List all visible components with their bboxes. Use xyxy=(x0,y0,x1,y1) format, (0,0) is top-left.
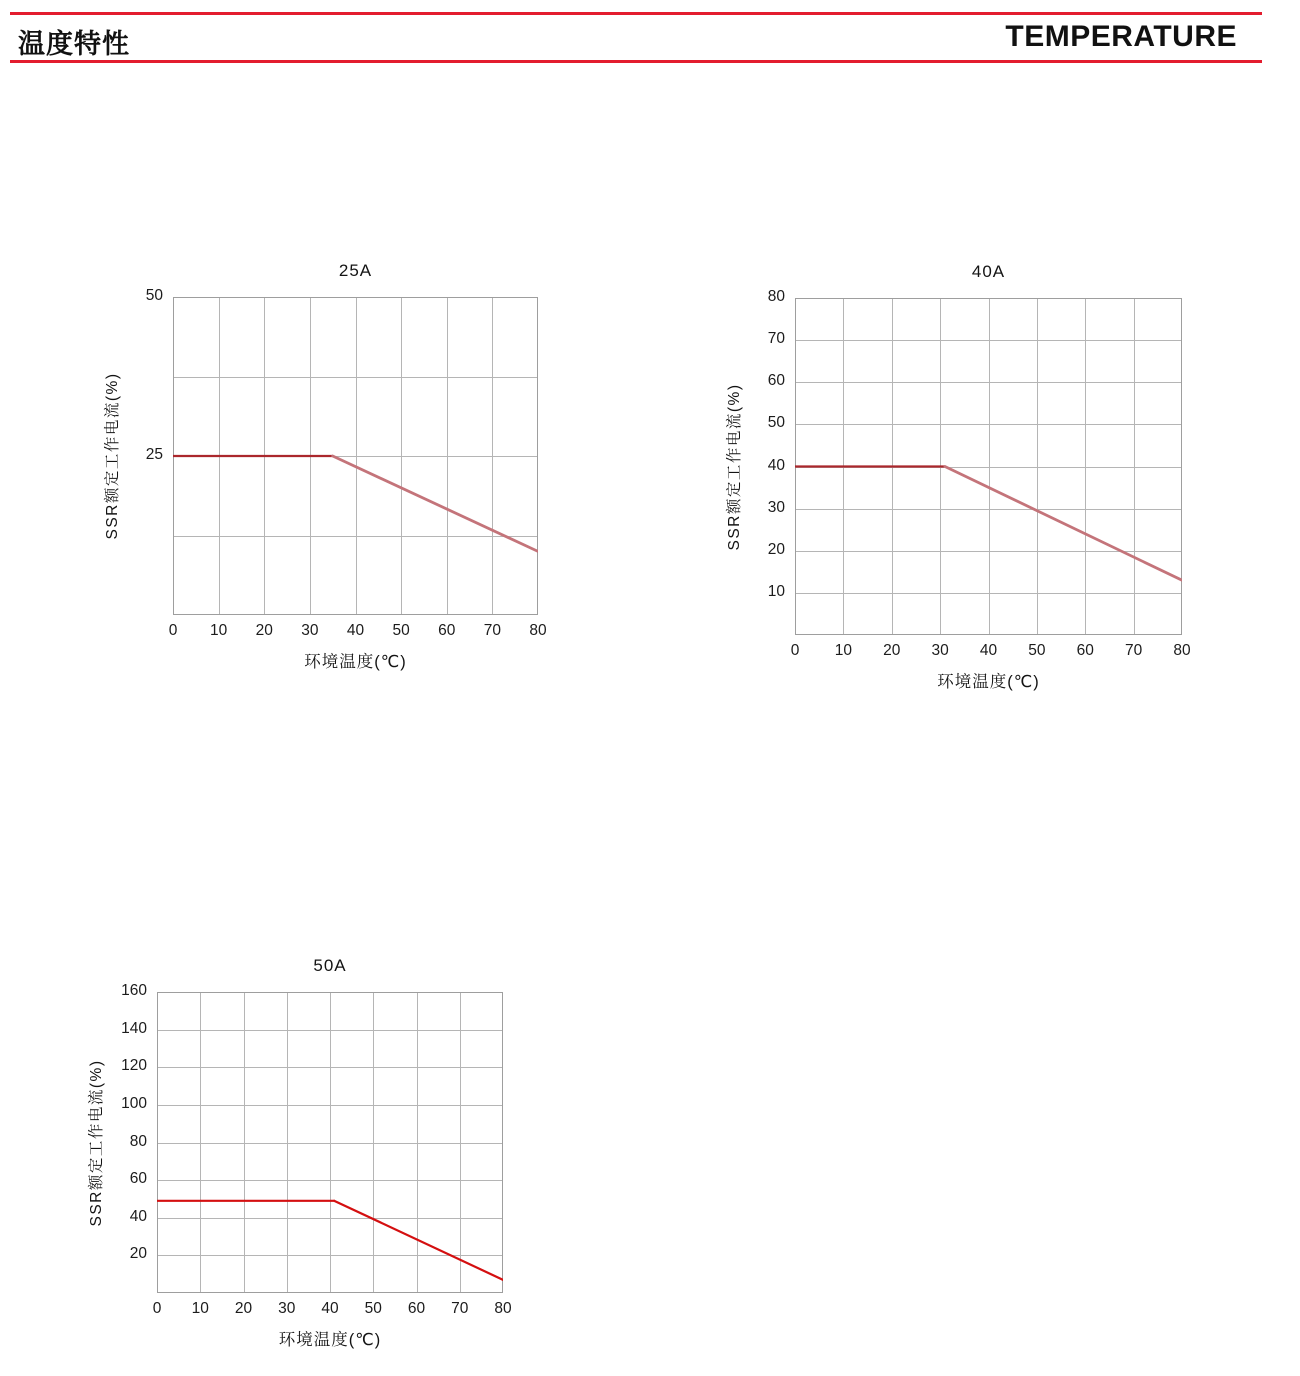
plot-canvas xyxy=(157,992,503,1293)
y-tick-label: 30 xyxy=(767,498,785,516)
y-tick-label: 160 xyxy=(121,982,147,999)
page-title-en: TEMPERATURE xyxy=(1005,20,1237,53)
x-tick-label: 70 xyxy=(483,622,501,639)
x-tick-label: 10 xyxy=(210,622,228,639)
x-tick-label: 40 xyxy=(321,1300,339,1317)
x-tick-label: 80 xyxy=(494,1300,512,1317)
x-tick-label: 30 xyxy=(278,1300,296,1317)
header-rule-top xyxy=(10,12,1262,15)
x-tick-label: 30 xyxy=(931,642,949,659)
chart-40a xyxy=(726,262,1191,691)
x-tick-label: 10 xyxy=(191,1300,209,1317)
chart-title: 50A xyxy=(313,956,347,975)
x-tick-label: 50 xyxy=(1028,642,1046,659)
y-tick-label: 25 xyxy=(145,446,163,463)
x-tick-label: 60 xyxy=(1076,642,1094,659)
header-rule-bottom xyxy=(10,60,1262,63)
series-derating-curve xyxy=(334,1201,503,1280)
y-axis-label: SSR额定工作电流(%) xyxy=(88,1059,105,1226)
x-tick-label: 30 xyxy=(301,622,319,639)
y-tick-label: 20 xyxy=(129,1245,147,1263)
x-tick-label: 10 xyxy=(834,642,852,659)
y-tick-label: 80 xyxy=(767,288,785,305)
y-tick-label: 70 xyxy=(767,330,785,348)
x-tick-label: 80 xyxy=(1173,642,1191,659)
page-title-cn: 温度特性 xyxy=(18,29,130,59)
series-derating-curve xyxy=(945,467,1182,581)
y-tick-label: 120 xyxy=(121,1057,147,1075)
y-tick-label: 10 xyxy=(767,582,785,600)
y-tick-label: 40 xyxy=(767,456,785,474)
x-axis-label: 环境温度(℃) xyxy=(937,673,1040,691)
y-tick-label: 60 xyxy=(767,372,785,390)
plot-canvas xyxy=(173,297,538,615)
chart-25a xyxy=(104,261,547,671)
y-tick-label: 40 xyxy=(129,1207,147,1225)
x-tick-label: 40 xyxy=(346,622,365,639)
x-tick-label: 0 xyxy=(152,1300,162,1317)
x-tick-label: 20 xyxy=(883,642,901,659)
x-tick-label: 20 xyxy=(234,1300,253,1317)
y-tick-label: 50 xyxy=(767,414,785,432)
y-tick-label: 80 xyxy=(129,1132,147,1150)
chart-title: 40A xyxy=(971,262,1006,281)
x-tick-label: 0 xyxy=(790,642,800,659)
x-axis-label: 环境温度(℃) xyxy=(278,1331,382,1349)
x-tick-label: 20 xyxy=(255,622,273,639)
chart-title: 25A xyxy=(338,261,373,280)
plot-canvas xyxy=(795,298,1182,635)
x-tick-label: 70 xyxy=(1125,642,1143,659)
y-axis-label: SSR额定工作电流(%) xyxy=(104,372,121,540)
x-tick-label: 60 xyxy=(438,622,456,639)
chart-50a xyxy=(88,956,512,1349)
x-tick-label: 70 xyxy=(451,1300,469,1317)
y-axis-label: SSR额定工作电流(%) xyxy=(726,383,743,550)
y-tick-label: 20 xyxy=(767,540,785,558)
y-tick-label: 100 xyxy=(121,1094,147,1112)
y-tick-label: 60 xyxy=(129,1170,147,1188)
series-derating-curve xyxy=(333,456,538,551)
y-tick-label: 50 xyxy=(145,287,163,304)
x-tick-label: 50 xyxy=(364,1300,382,1317)
x-tick-label: 40 xyxy=(979,642,998,659)
y-tick-label: 140 xyxy=(121,1019,147,1037)
x-tick-label: 80 xyxy=(529,622,547,639)
x-axis-label: 环境温度(℃) xyxy=(304,653,407,671)
x-tick-label: 0 xyxy=(168,622,178,639)
x-tick-label: 50 xyxy=(392,622,410,639)
x-tick-label: 60 xyxy=(407,1300,426,1317)
